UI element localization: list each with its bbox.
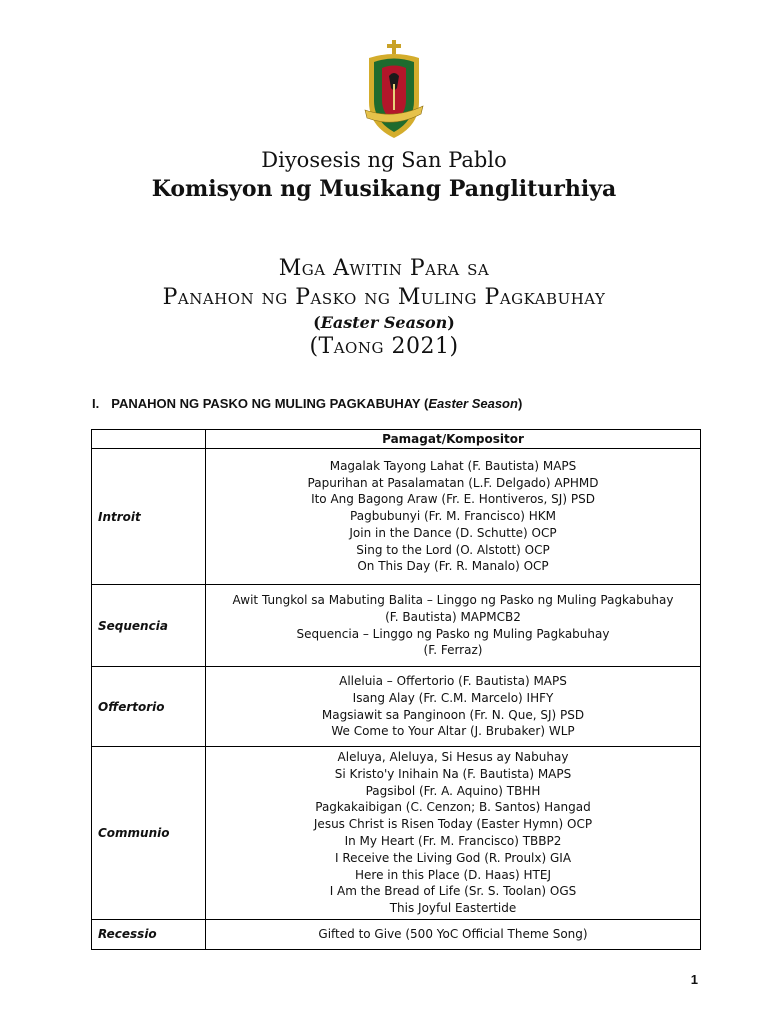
diocese-crest-logo <box>363 40 425 140</box>
song-entry: I Receive the Living God (R. Proulx) GIA <box>334 850 572 865</box>
song-entry: On This Day (Fr. R. Manalo) OCP <box>357 559 549 574</box>
song-entry: Here in this Place (D. Haas) HTEJ <box>355 867 551 882</box>
table-row <box>92 585 701 667</box>
song-entry: Pagsibol (Fr. A. Aquino) TBHH <box>365 783 541 798</box>
song-entry: Papurihan at Pasalamatan (L.F. Delgado) APHMD <box>307 475 599 490</box>
season-subtitle: (Easter Season) <box>313 313 455 332</box>
table-header-blank <box>92 430 206 449</box>
section-number: I. <box>92 396 100 411</box>
song-entry: Jesus Christ is Risen Today (Easter Hymn) OCP <box>313 817 593 832</box>
table-row <box>92 449 701 585</box>
songs-table <box>91 429 701 950</box>
table-row <box>92 747 701 920</box>
diocese-name: Diyosesis ng San Pablo <box>261 148 507 172</box>
song-entry: I Am the Bread of Life (Sr. S. Toolan) OGS <box>329 884 577 899</box>
song-list <box>206 747 701 920</box>
section-subtitle: Easter Season <box>428 396 518 411</box>
song-entry: Pagkakaibigan (C. Cenzon; B. Santos) Hangad <box>315 800 591 815</box>
song-list <box>206 667 701 747</box>
table-header-row <box>92 430 701 449</box>
liturgy-part-label: Recessio <box>92 919 206 949</box>
song-entry: Gifted to Give (500 YoC Official Theme Song) <box>318 927 588 942</box>
page-number: 1 <box>690 972 698 987</box>
song-list <box>206 449 701 585</box>
song-entry: Aleluya, Aleluya, Si Hesus ay Nabuhay <box>337 750 569 764</box>
song-entry: (F. Bautista) MAPMCB2 <box>385 609 521 624</box>
song-entry: Magsiawit sa Panginoon (Fr. N. Que, SJ) PSD <box>321 707 585 722</box>
song-entry: Join in the Dance (D. Schutte) OCP <box>349 525 557 540</box>
year-label: (Taong 2021) <box>309 334 459 359</box>
liturgy-part-label: Communio <box>92 747 206 920</box>
song-entry: This Joyful Eastertide <box>389 901 517 916</box>
song-entry: Isang Alay (Fr. C.M. Marcelo) IHFY <box>352 690 554 705</box>
song-entry: Ito Ang Bagong Araw (Fr. E. Hontiveros, SJ) PSD <box>311 492 595 507</box>
song-entry: Si Kristo'y Inihain Na (F. Bautista) MAPS <box>334 766 572 781</box>
section-title: PANAHON NG PASKO NG MULING PAGKABUHAY <box>111 396 421 411</box>
section-heading: I. PANAHON NG PASKO NG MULING PAGKABUHAY (Easter Season) <box>92 396 523 411</box>
song-entry: We Come to Your Altar (J. Brubaker) WLP <box>331 724 575 739</box>
song-entry: Awit Tungkol sa Mabuting Balita – Linggo ng Pasko ng Muling Pagkabuhay <box>232 592 674 607</box>
table-header-title: Pamagat/Kompositor <box>206 430 701 449</box>
song-list <box>206 585 701 667</box>
song-list <box>206 919 701 949</box>
table-row <box>92 919 701 949</box>
table-row <box>92 667 701 747</box>
season-subtitle-text: Easter Season <box>320 313 448 332</box>
document-title-line2: Panahon ng Pasko ng Muling Pagkabuhay <box>162 285 606 310</box>
song-entry: Alleluia – Offertorio (F. Bautista) MAPS <box>339 673 567 688</box>
song-entry: Sing to the Lord (O. Alstott) OCP <box>356 542 550 557</box>
liturgy-part-label: Introit <box>92 449 206 585</box>
song-entry: (F. Ferraz) <box>423 643 483 658</box>
song-entry: Sequencia – Linggo ng Pasko ng Muling Pagkabuhay <box>296 626 610 641</box>
liturgy-part-label: Offertorio <box>92 667 206 747</box>
commission-name: Komisyon ng Musikang Pangliturhiya <box>151 176 617 202</box>
song-entry: In My Heart (Fr. M. Francisco) TBBP2 <box>344 833 562 848</box>
song-entry: Magalak Tayong Lahat (F. Bautista) MAPS <box>329 458 577 473</box>
song-entry: Pagbubunyi (Fr. M. Francisco) HKM <box>350 509 556 524</box>
liturgy-part-label: Sequencia <box>92 585 206 667</box>
document-title-line1: Mga Awitin Para sa <box>278 256 490 281</box>
